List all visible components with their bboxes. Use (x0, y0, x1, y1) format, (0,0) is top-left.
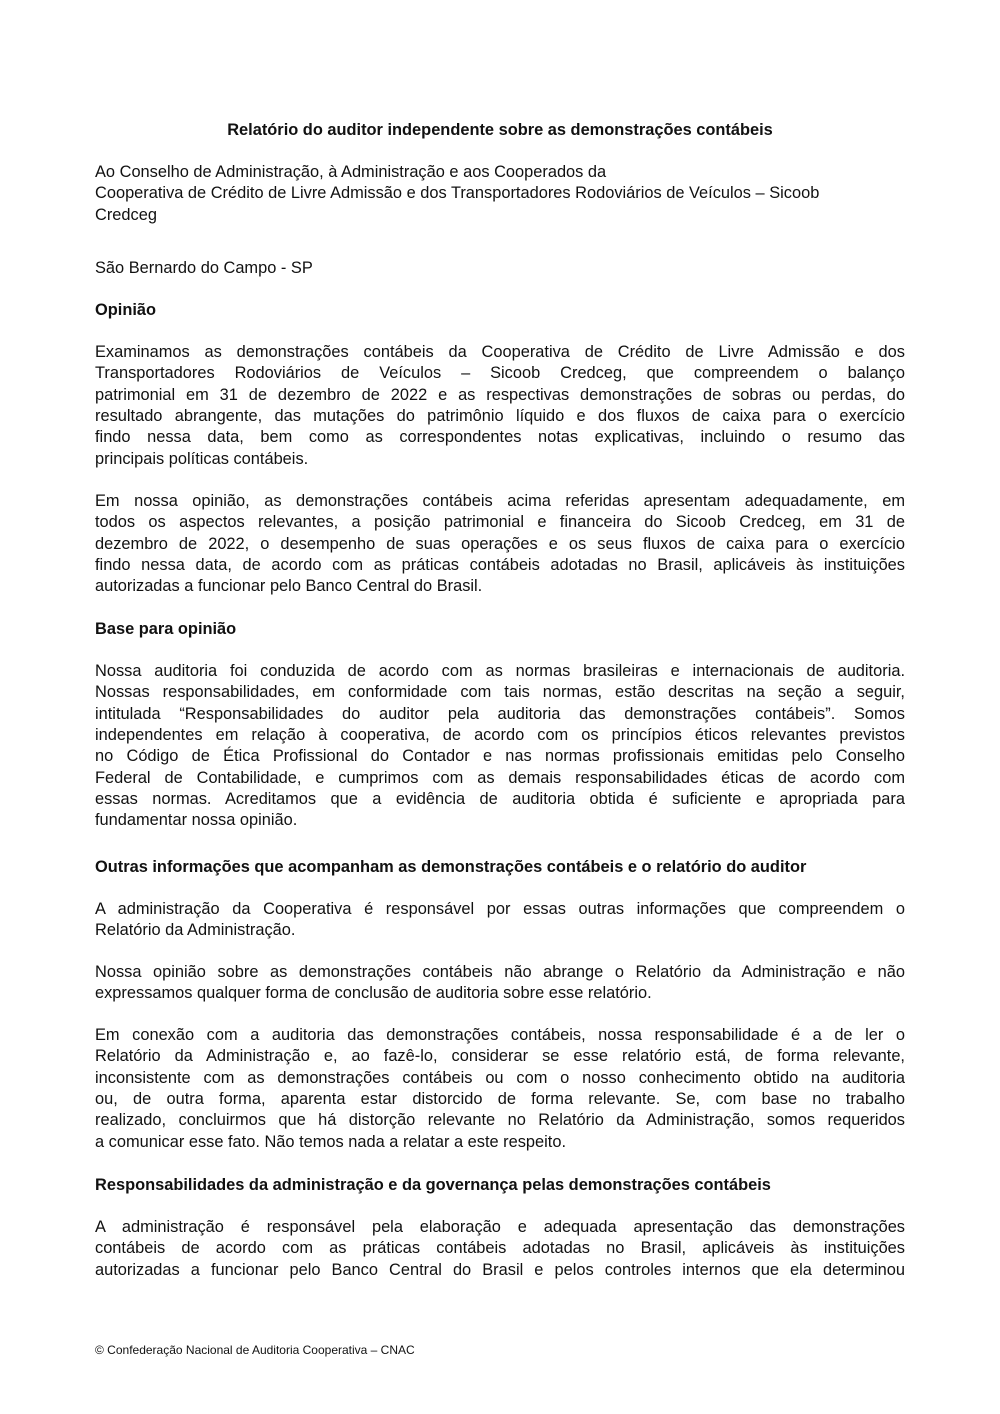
paragraph-line: inconsistente com as demonstrações contábeis ou com o nosso conhecimento obtido na auditoria (95, 1068, 905, 1087)
paragraph-line: autorizadas a funcionar pelo Banco Central do Brasil e pelos controles internos que ela determinou (95, 1260, 905, 1279)
paragraph-line: fundamentar nossa opinião. (95, 811, 298, 830)
paragraph-line: Nossa auditoria foi conduzida de acordo com as normas brasileiras e internacionais de auditoria. (95, 662, 905, 680)
paragraph-line: A administração é responsável pela elaboração e adequada apresentação das demonstrações (95, 1218, 905, 1236)
section-heading-opiniao (95, 300, 905, 321)
paragraph-line: contábeis de acordo com as práticas contábeis adotadas no Brasil, aplicáveis às instituições (95, 1239, 905, 1258)
paragraph-line: dezembro de 2022, o desempenho de suas operações e os seus fluxos de caixa para o exercício (95, 534, 905, 553)
title-text: Relatório do auditor independente sobre as demonstrações contábeis (227, 121, 773, 139)
paragraph-line: Nossas responsabilidades, em conformidade com tais normas, estão descritas na seção a seguir, (95, 683, 905, 702)
paragraph-line: Relatório da Administração e, ao fazê-lo, considerar se esse relatório está, de forma relevante, (95, 1047, 905, 1066)
addressee-line: Cooperativa de Crédito de Livre Admissão e dos Transportadores Rodoviários de Veículos – Sicoob (95, 184, 820, 203)
section-heading-responsabilidades (95, 1175, 905, 1196)
paragraph-line: Em nossa opinião, as demonstrações contábeis acima referidas apresentam adequadamente, em (95, 492, 905, 510)
paragraph (95, 899, 905, 942)
heading-text: Base para opinião (95, 620, 237, 638)
heading-text: Opinião (95, 301, 157, 319)
paragraph-line: essas normas. Acreditamos que a evidência de auditoria obtida é suficiente e apropriada para (95, 790, 905, 809)
location (95, 258, 905, 279)
paragraph-line: Transportadores Rodoviários de Veículos – Sicoob Credceg, que compreendem o balanço (95, 364, 905, 383)
paragraph-line: principais políticas contábeis. (95, 449, 309, 468)
paragraph-line: expressamos qualquer forma de conclusão de auditoria sobre esse relatório. (95, 984, 652, 1003)
paragraph-line: Federal de Contabilidade, e cumprimos com as demais responsabilidades éticas de acordo com (95, 768, 905, 787)
paragraph (95, 661, 905, 832)
section-heading-base (95, 619, 905, 640)
paragraph (95, 342, 905, 470)
paragraph (95, 491, 905, 598)
paragraph-line: Examinamos as demonstrações contábeis da Cooperativa de Crédito de Livre Admissão e dos (95, 343, 905, 361)
paragraph (95, 1025, 905, 1153)
paragraph-line: realizado, concluirmos que há distorção relevante no Relatório da Administração, somos requeridos (95, 1111, 905, 1130)
addressee-line: Credceg (95, 205, 157, 224)
paragraph-line: todos os aspectos relevantes, a posição patrimonial e financeira do Sicoob Credceg, em 31 de (95, 513, 905, 532)
section-heading-outras (95, 857, 905, 878)
heading-text: Outras informações que acompanham as demonstrações contábeis e o relatório do auditor (95, 858, 807, 876)
location-text: São Bernardo do Campo - SP (95, 259, 313, 277)
paragraph-line: findo nessa data, bem como as correspondentes notas explicativas, incluindo o resumo das (95, 428, 905, 447)
addressee (95, 162, 905, 226)
paragraph-line: Nossa opinião sobre as demonstrações contábeis não abrange o Relatório da Administração e não (95, 963, 905, 981)
paragraph-line: independentes em relação à cooperativa, de acordo com os princípios éticos relevantes previstos (95, 726, 905, 745)
paragraph-line: patrimonial em 31 de dezembro de 2022 e as respectivas demonstrações de sobras ou perdas, do (95, 385, 905, 404)
paragraph-line: resultado abrangente, das mutações do patrimônio líquido e dos fluxos de caixa para o exercício (95, 407, 905, 426)
paragraph-line: no Código de Ética Profissional do Contador e nas normas profissionais emitidas pelo Conselho (95, 747, 905, 766)
addressee-line: Ao Conselho de Administração, à Administração e aos Cooperados da (95, 163, 607, 181)
paragraph-line: findo nessa data, de acordo com as práticas contábeis adotadas no Brasil, aplicáveis às instituições (95, 556, 905, 575)
paragraph-line: autorizadas a funcionar pelo Banco Central do Brasil. (95, 577, 483, 596)
paragraph (95, 1217, 905, 1281)
paragraph (95, 962, 905, 1005)
document-title (95, 120, 905, 141)
footer-text: © Confederação Nacional de Auditoria Cooperativa – CNAC (95, 1343, 415, 1357)
paragraph-line: Relatório da Administração. (95, 921, 296, 940)
paragraph-line: a comunicar esse fato. Não temos nada a relatar a este respeito. (95, 1132, 567, 1151)
paragraph-line: intitulada “Responsabilidades do auditor pela auditoria das demonstrações contábeis”. Somos (95, 704, 905, 723)
heading-text: Responsabilidades da administração e da governança pelas demonstrações contábeis (95, 1176, 771, 1194)
page-footer (95, 1340, 905, 1361)
paragraph-line: ou, de outra forma, aparenta estar distorcido de forma relevante. Se, com base no trabalho (95, 1090, 905, 1109)
paragraph-line: A administração da Cooperativa é responsável por essas outras informações que compreendem o (95, 900, 905, 918)
paragraph-line: Em conexão com a auditoria das demonstrações contábeis, nossa responsabilidade é a de ler o (95, 1026, 905, 1044)
